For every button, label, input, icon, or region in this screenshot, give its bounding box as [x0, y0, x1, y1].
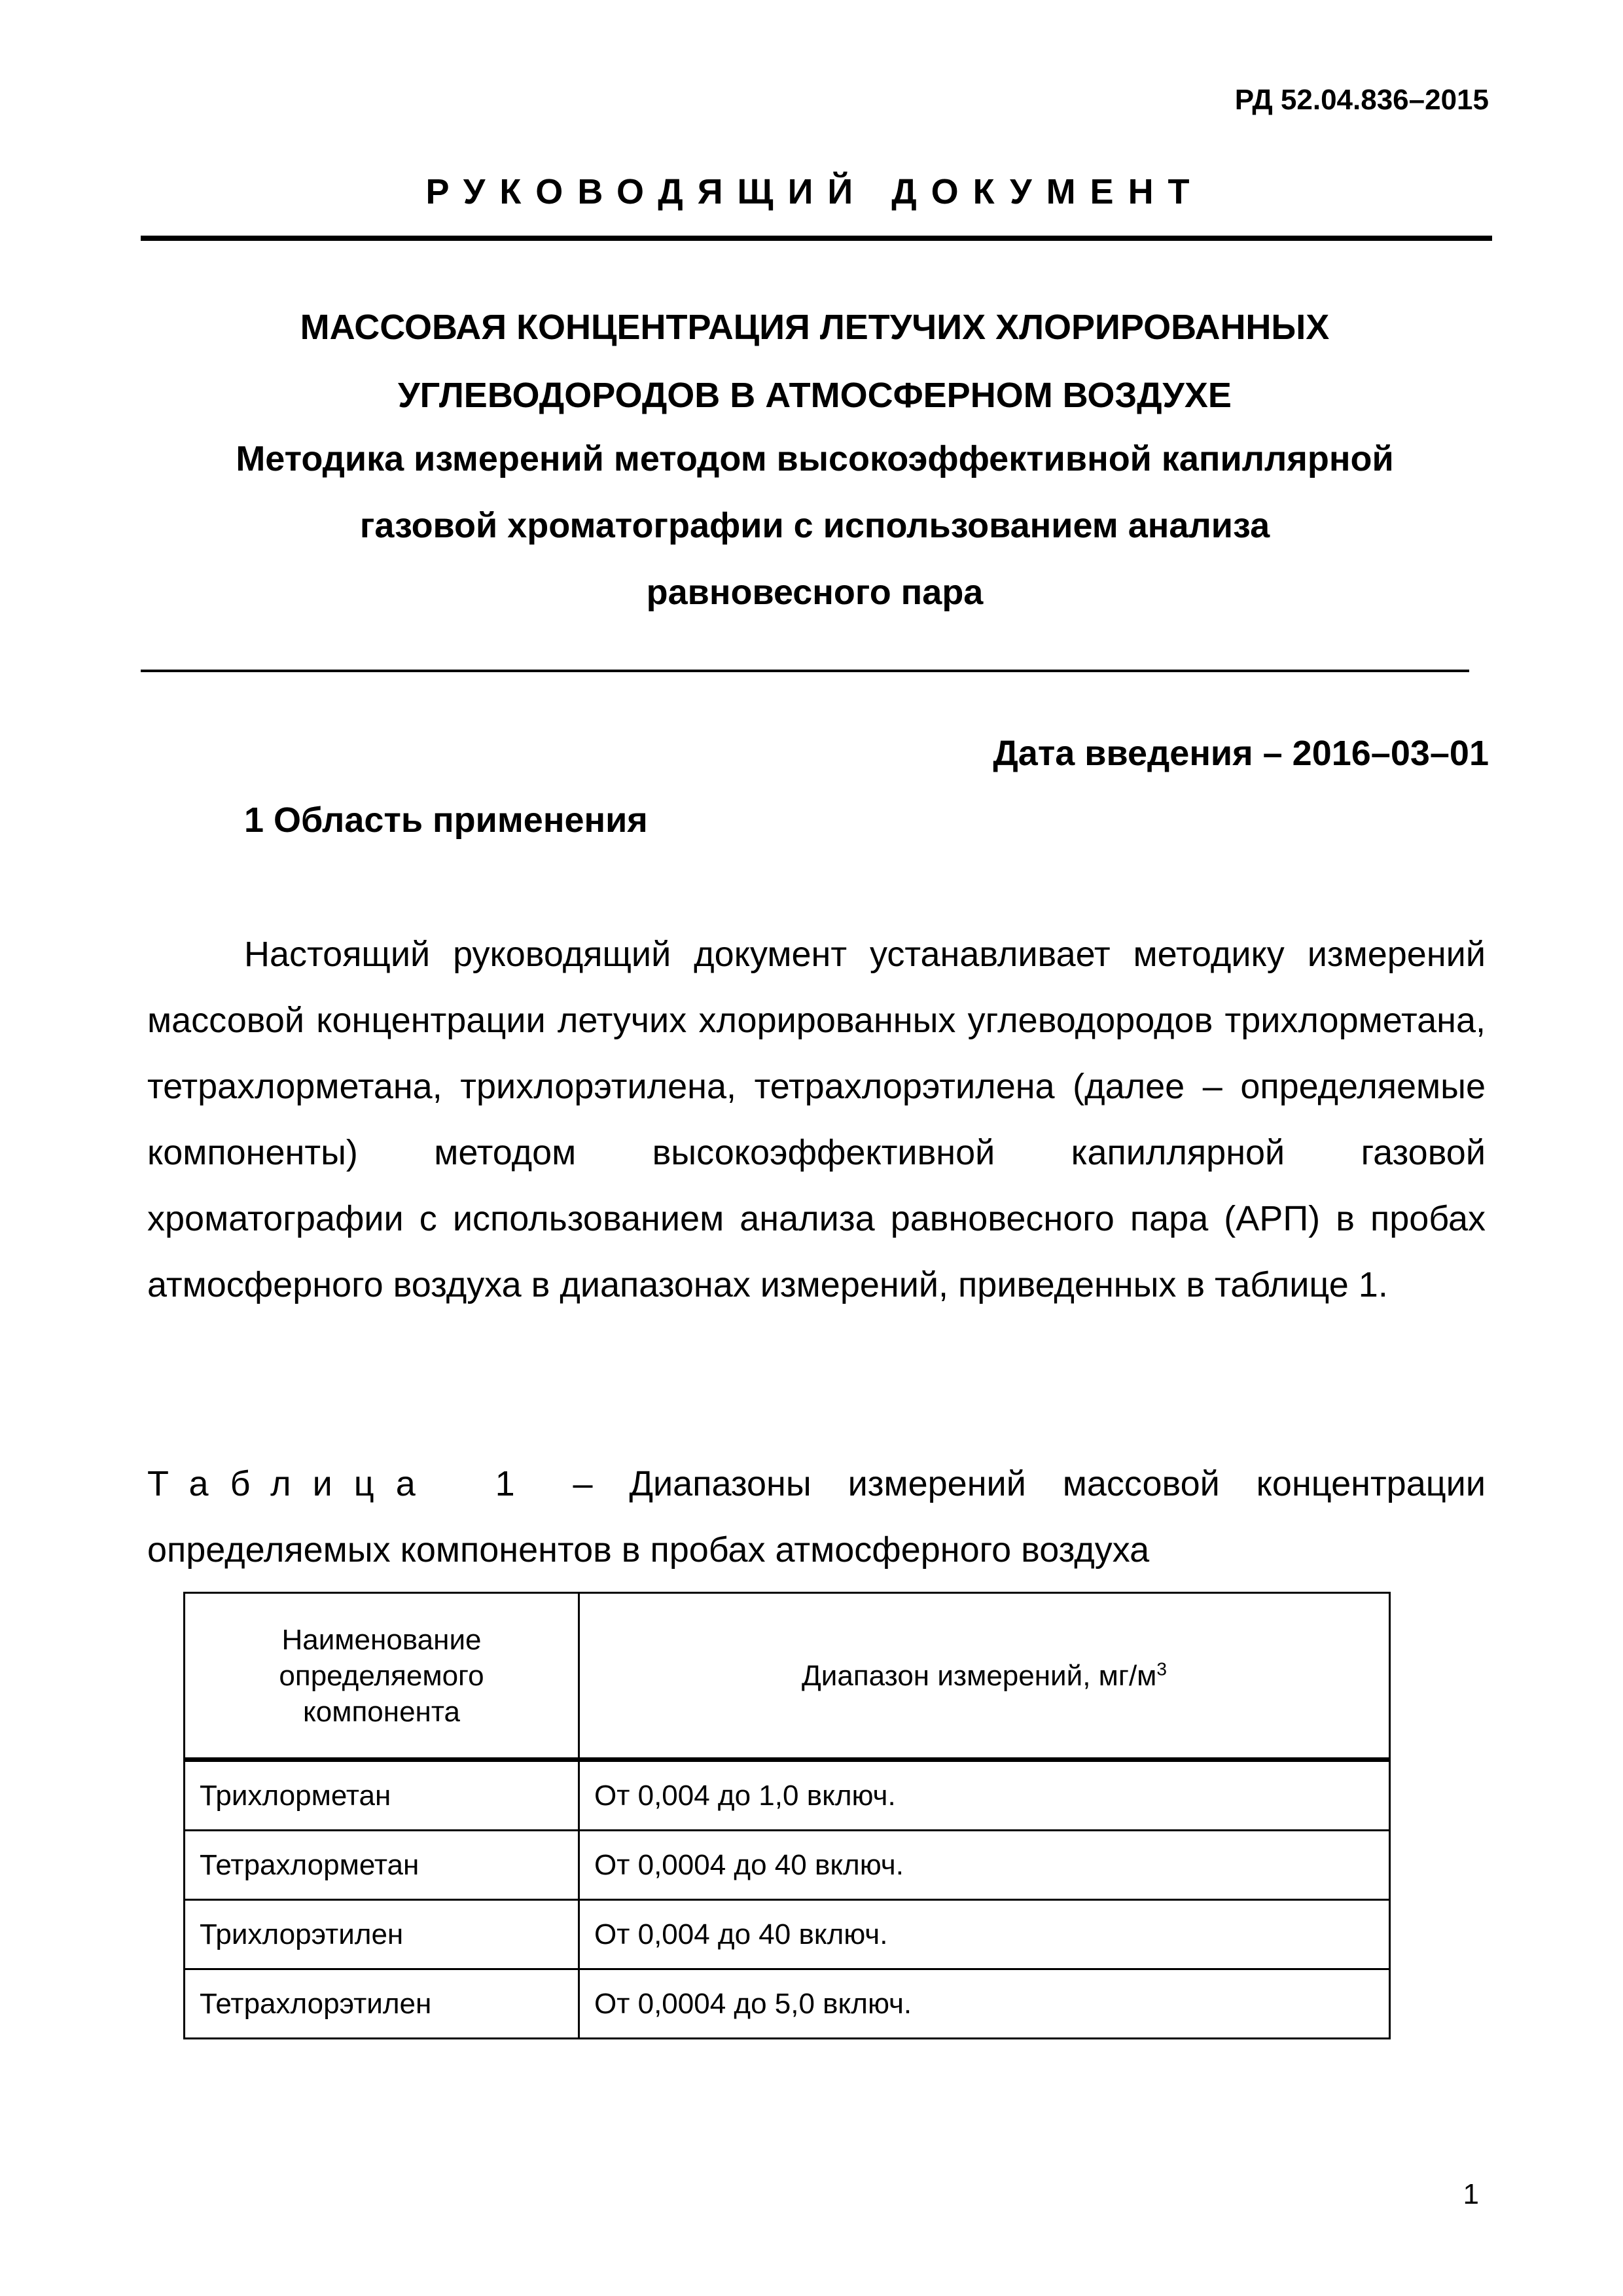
- table-row: [185, 1831, 1390, 1900]
- range-cell: От 0,004 до 1,0 включ.: [579, 1760, 1390, 1831]
- table-caption-label: Таблица 1: [147, 1464, 537, 1503]
- column-header-component: Наименование определяемого компонента: [185, 1593, 579, 1760]
- component-cell: Трихлорэтилен: [185, 1900, 579, 1969]
- document-kind-heading: РУКОВОДЯЩИЙ ДОКУМЕНТ: [425, 172, 1204, 211]
- subtitle-line-3: равновесного пара: [646, 573, 984, 612]
- document-title: [141, 293, 1489, 429]
- table-caption-text: – Диапазоны измерений массовой концентрации определяемых компонентов в пробах атмосферного воздуха: [147, 1464, 1486, 1570]
- component-cell: Тетрахлорэтилен: [185, 1969, 579, 2039]
- table-row: [185, 1969, 1390, 2039]
- range-cell: От 0,004 до 40 включ.: [579, 1900, 1390, 1969]
- title-divider: [141, 670, 1469, 672]
- title-line-1: МАССОВАЯ КОНЦЕНТРАЦИЯ ЛЕТУЧИХ ХЛОРИРОВАННЫХ: [300, 308, 1330, 347]
- range-cell: От 0,0004 до 5,0 включ.: [579, 1969, 1390, 2039]
- column-header-range: [579, 1593, 1390, 1760]
- component-cell: Трихлорметан: [185, 1760, 579, 1831]
- subtitle-line-1: Методика измерений методом высокоэффективной капиллярной: [236, 439, 1394, 478]
- document-code: РД 52.04.836–2015: [1234, 84, 1489, 116]
- title-line-2: УГЛЕВОДОРОДОВ В АТМОСФЕРНОМ ВОЗДУХЕ: [398, 376, 1232, 415]
- document-subtitle: [141, 425, 1489, 626]
- subtitle-line-2: газовой хроматографии с использованием анализа: [359, 506, 1270, 545]
- measurement-ranges-table: [183, 1592, 1391, 2039]
- table-caption: [147, 1451, 1486, 1583]
- table-header-row: [185, 1593, 1390, 1760]
- section-heading: 1 Область применения: [244, 800, 648, 840]
- introduction-date: Дата введения – 2016–03–01: [993, 734, 1489, 773]
- table-row: [185, 1900, 1390, 1969]
- scope-paragraph: Настоящий руководящий документ устанавливает методику измерений массовой концентрации летучих хлорированных углеводородов трихлорметана, тетрахлорметана, трихлорэтилена, тетрахлорэтилена (далее – определяемые компоненты) методом высокоэффективной капиллярной газовой хроматографии с использованием анализа равновесного пара (АРП) в пробах атмосферного воздуха в диапазонах измерений, приведенных в таблице 1.: [147, 935, 1486, 1304]
- header-divider: [141, 236, 1492, 241]
- column-header-range-text: Диапазон измерений, мг/м: [802, 1659, 1157, 1692]
- table-row: [185, 1760, 1390, 1831]
- unit-superscript: 3: [1156, 1658, 1167, 1679]
- range-cell: От 0,0004 до 40 включ.: [579, 1831, 1390, 1900]
- component-cell: Тетрахлорметан: [185, 1831, 579, 1900]
- page-number: 1: [1463, 2178, 1479, 2210]
